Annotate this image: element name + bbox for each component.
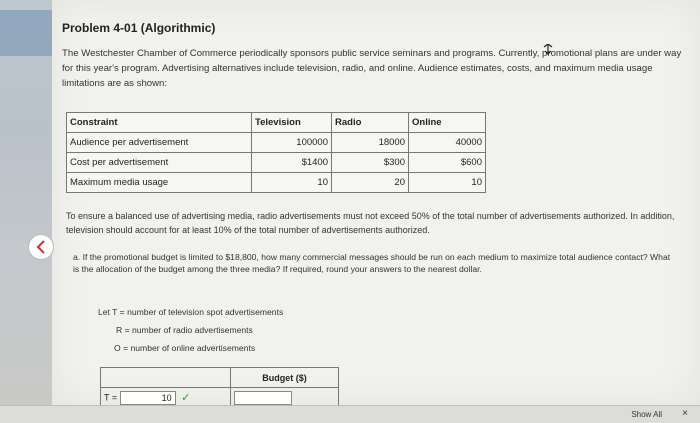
- left-strip-band: [0, 10, 52, 56]
- cell-tv: 100000: [252, 133, 332, 153]
- check-icon: ✓: [181, 392, 191, 404]
- budget-header: Budget ($): [231, 368, 339, 388]
- table-row: [67, 173, 486, 193]
- table-row: [67, 133, 486, 153]
- mouse-cursor-icon: [543, 44, 553, 58]
- cell-radio: $300: [332, 153, 409, 173]
- variable-definitions: [98, 303, 283, 357]
- chevron-left-icon: [35, 240, 47, 254]
- cell-radio: 20: [332, 173, 409, 193]
- left-strip: [0, 0, 52, 423]
- answer-header-row: [101, 368, 339, 388]
- cell-tv: 10: [252, 173, 332, 193]
- cell-online: 10: [409, 173, 486, 193]
- t-label: T =: [104, 391, 118, 402]
- variable-r: R = number of radio advertisements: [116, 325, 253, 335]
- t-budget-input[interactable]: [234, 391, 292, 405]
- row-label: Maximum media usage: [67, 173, 252, 193]
- problem-page: [52, 0, 700, 405]
- table-row: [67, 153, 486, 173]
- answer-table: [100, 367, 339, 408]
- variable-o: O = number of online advertisements: [114, 343, 256, 353]
- variable-t: Let T = number of television spot advertisements: [98, 307, 284, 317]
- constraint-text: To ensure a balanced use of advertising media, radio advertisements must not exceed 50% of the total number of advertisements authorized. In addition, television should account for at least 10% of the total number of advertisements authorized.: [66, 211, 675, 235]
- question-text: If the promotional budget is limited to $18,800, how many commercial messages should be run on each medium to maximize total audience contact? What is the allocation of the budget among the three media? If required, round your answers to the nearest dollar.: [73, 252, 671, 274]
- table-header-row: [67, 113, 486, 133]
- header-online: Online: [409, 113, 486, 133]
- row-label: Cost per advertisement: [67, 153, 252, 173]
- question-a: [73, 251, 673, 275]
- show-all-button[interactable]: Show All: [631, 410, 662, 419]
- answer-header-blank: [101, 368, 231, 388]
- cell-online: 40000: [409, 133, 486, 153]
- t-input[interactable]: 10: [120, 391, 176, 405]
- close-icon[interactable]: ×: [682, 408, 688, 419]
- header-radio: Radio: [332, 113, 409, 133]
- problem-title: Problem 4-01 (Algorithmic): [62, 21, 216, 35]
- header-television: Television: [252, 113, 332, 133]
- media-data-table: [66, 112, 486, 193]
- question-label: a.: [73, 252, 81, 262]
- bottom-bar: [0, 405, 700, 423]
- header-constraint: Constraint: [67, 113, 252, 133]
- back-button[interactable]: [28, 234, 54, 260]
- row-label: Audience per advertisement: [67, 133, 252, 153]
- cell-online: $600: [409, 153, 486, 173]
- cell-tv: $1400: [252, 153, 332, 173]
- cell-radio: 18000: [332, 133, 409, 153]
- problem-intro: The Westchester Chamber of Commerce periodically sponsors public service seminars and programs. Currently, promotional plans are under way for this year's program. Advertising alternatives include television, radio, and online. Audience estimates, costs, and maximum media usage limitations are as shown:: [62, 48, 682, 89]
